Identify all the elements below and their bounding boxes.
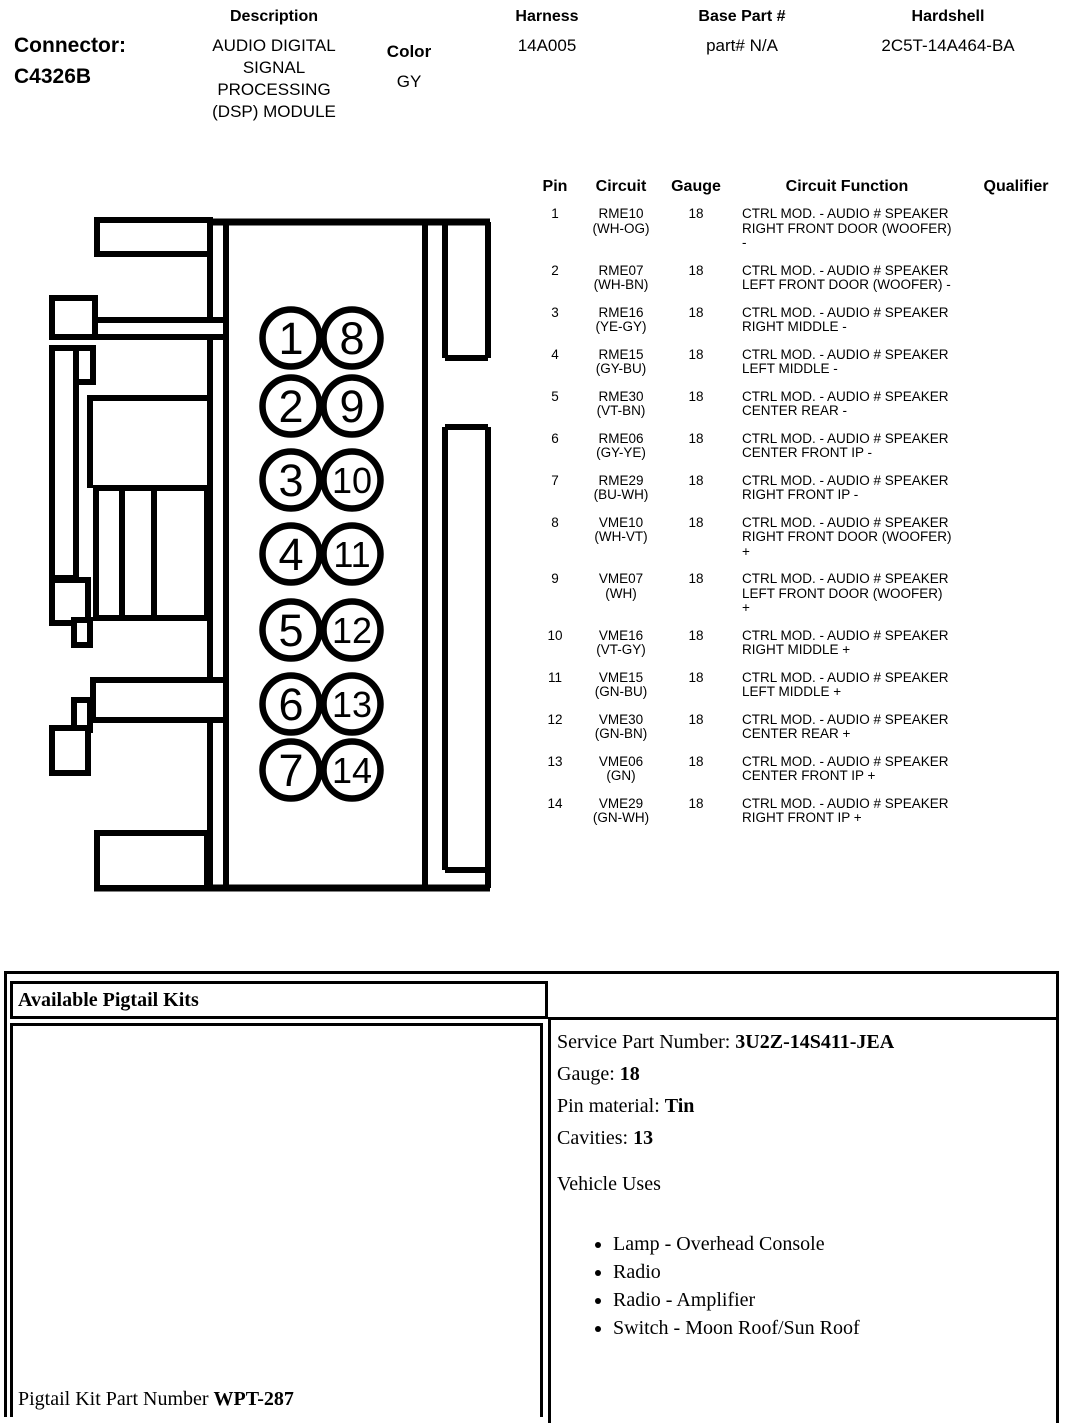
cavities-line: Cavities: 13 [557,1127,654,1149]
gauge-cell: 18 [688,206,704,221]
pigtail-kit-value: WPT-287 [213,1388,294,1410]
col-header-function: Circuit Function [785,178,909,195]
table-row [535,474,1066,516]
circuit-function-cell: CTRL MOD. - AUDIO # SPEAKER CENTER FRONT IP + [742,753,949,783]
circuit-function-cell: CTRL MOD. - AUDIO # SPEAKER CENTER REAR - [742,388,949,418]
qualifier-cell [952,797,1066,839]
circuit-cell: VME29 (GN-WH) [592,795,650,825]
connector-side-tabs [52,220,226,888]
color-label: Color [386,42,432,61]
harness-block [472,8,622,56]
pin-number-cell: 4 [551,346,559,362]
table-row [535,572,1066,629]
gauge-cell: 18 [688,430,704,446]
gauge-cell: 18 [688,571,704,586]
col-header-gauge: Gauge [671,178,721,195]
pin-cavity-12 [324,602,381,659]
circuit-function-cell: CTRL MOD. - AUDIO # SPEAKER LEFT MIDDLE + [742,669,949,699]
svg-text:7: 7 [278,745,304,796]
gauge-cell: 18 [688,669,704,685]
table-row [535,306,1066,348]
table-row [535,713,1066,755]
circuit-cell: VME30 (GN-BN) [594,711,648,741]
pin-number-cell: 6 [551,430,559,446]
circuit-cell: RME30 (VT-BN) [596,388,646,418]
table-row [535,671,1066,713]
table-row [535,390,1066,432]
svg-text:9: 9 [339,381,365,432]
svg-text:4: 4 [278,529,304,580]
gauge-cell: 18 [688,753,704,769]
table-row [535,207,1066,264]
vehicle-use-item: • Radio - Amplifier [613,1286,1056,1314]
circuit-function-cell: CTRL MOD. - AUDIO # SPEAKER RIGHT FRONT DOOR (WOOFER) - [742,206,952,250]
circuit-function-cell: CTRL MOD. - AUDIO # SPEAKER RIGHT FRONT DOOR (WOOFER) + [742,514,952,559]
pin-cavity-9 [324,378,381,435]
pin-cavity-10 [324,452,381,509]
svg-text:10: 10 [331,460,373,501]
circuit-function-cell: CTRL MOD. - AUDIO # SPEAKER CENTER REAR + [742,711,949,741]
pin-table-header-row [535,178,1066,207]
connector-label: Connector: [14,34,126,57]
base-part-value: part# N/A [706,36,778,55]
circuit-cell: RME06 (GY-YE) [596,430,646,460]
pin-table-body [535,207,1066,839]
qualifier-cell [952,572,1066,629]
pin-material-line: Pin material: Tin [557,1095,695,1117]
qualifier-cell [952,264,1066,306]
pin-cavity-7 [263,742,320,799]
circuit-cell: RME16 (YE-GY) [595,304,647,334]
color-block [359,42,459,92]
hardshell-value: 2C5T-14A464-BA [881,36,1015,55]
description-label: Description [229,8,318,25]
pin-cavity-2 [263,378,320,435]
qualifier-cell [952,348,1066,390]
hardshell-block [848,8,1048,56]
pin-table [535,178,1063,839]
qualifier-cell [952,516,1066,573]
service-part-box [548,1017,1059,1423]
pin-number-cell: 13 [547,753,563,769]
pigtail-kits-box [10,1023,543,1417]
pin-cavities [263,310,381,799]
pin-cavity-5 [263,602,320,659]
circuit-cell: VME07 (WH) [598,571,644,601]
svg-text:11: 11 [333,534,371,575]
gauge-cell: 18 [688,346,704,362]
pigtail-kits-title: Available Pigtail Kits [18,989,199,1011]
pin-number-cell: 9 [551,571,559,586]
svg-text:14: 14 [331,750,373,791]
vehicle-uses-list [587,1230,1056,1342]
qualifier-cell [952,629,1066,671]
qualifier-cell [952,207,1066,264]
qualifier-cell [952,474,1066,516]
gauge-cell: 18 [688,514,704,530]
svg-text:6: 6 [278,679,304,730]
pin-number-cell: 14 [547,795,563,811]
vehicle-uses-label: Vehicle Uses [557,1173,661,1195]
table-row [535,432,1066,474]
circuit-cell: VME06 (GN) [598,753,644,783]
qualifier-cell [952,755,1066,797]
table-row [535,755,1066,797]
table-row [535,629,1066,671]
circuit-function-cell: CTRL MOD. - AUDIO # SPEAKER LEFT FRONT DOOR (WOOFER) - [742,262,951,292]
connector-title [14,30,126,92]
gauge-line: Gauge: 18 [557,1063,640,1085]
svg-text:13: 13 [331,684,373,725]
circuit-cell: VME15 (GN-BU) [594,669,648,699]
col-header-circuit: Circuit [595,178,647,195]
svg-text:1: 1 [278,313,304,364]
pin-number-cell: 2 [551,262,559,278]
qualifier-cell [952,432,1066,474]
pin-cavity-14 [324,742,381,799]
qualifier-cell [952,671,1066,713]
qualifier-cell [952,306,1066,348]
pin-cavity-11 [324,526,381,583]
svg-text:5: 5 [278,605,304,656]
circuit-function-cell: CTRL MOD. - AUDIO # SPEAKER RIGHT FRONT IP - [742,472,949,502]
gauge-value: 18 [619,1063,640,1085]
pin-number-cell: 1 [551,206,559,221]
gauge-cell: 18 [688,262,704,278]
table-row [535,516,1066,573]
pin-cavity-1 [263,310,320,367]
pin-number-cell: 10 [547,627,563,643]
pin-number-cell: 5 [551,388,559,404]
connector-diagram [40,200,500,910]
color-value: GY [396,72,422,91]
gauge-cell: 18 [688,388,704,404]
gauge-cell: 18 [688,795,704,811]
svg-text:8: 8 [339,313,365,364]
circuit-cell: RME29 (BU-WH) [593,472,649,502]
table-row [535,348,1066,390]
pin-cavity-8 [324,310,381,367]
circuit-function-cell: CTRL MOD. - AUDIO # SPEAKER RIGHT MIDDLE - [742,304,949,334]
pin-cavity-13 [324,676,381,733]
circuit-function-cell: CTRL MOD. - AUDIO # SPEAKER LEFT FRONT DOOR (WOOFER) + [742,571,949,615]
gauge-cell: 18 [688,472,704,488]
circuit-function-cell: CTRL MOD. - AUDIO # SPEAKER LEFT MIDDLE - [742,346,949,376]
cavities-value: 13 [633,1127,654,1149]
qualifier-cell [952,390,1066,432]
col-header-pin: Pin [542,178,568,195]
gauge-cell: 18 [688,304,704,320]
circuit-cell: RME10 (WH-OG) [592,206,650,236]
pin-cavity-3 [263,452,320,509]
pin-cavity-4 [263,526,320,583]
pin-number-cell: 12 [547,711,563,727]
description-value: AUDIO DIGITAL SIGNAL PROCESSING (DSP) MODULE [212,36,336,121]
circuit-cell: VME16 (VT-GY) [596,627,646,657]
pin-number-cell: 3 [551,304,559,320]
base-part-block [667,8,817,56]
circuit-function-cell: CTRL MOD. - AUDIO # SPEAKER RIGHT MIDDLE + [742,627,949,657]
pin-number-cell: 8 [551,514,559,530]
pigtail-kit-part-number: Pigtail Kit Part Number WPT-287 [18,1388,294,1410]
service-part-value: 3U2Z-14S411-JEA [735,1031,895,1053]
gauge-cell: 18 [688,711,704,727]
svg-text:12: 12 [331,610,373,651]
svg-text:3: 3 [278,455,304,506]
table-row [535,264,1066,306]
pin-number-cell: 7 [551,472,559,488]
circuit-cell: RME07 (WH-BN) [593,262,649,292]
circuit-function-cell: CTRL MOD. - AUDIO # SPEAKER RIGHT FRONT IP + [742,795,949,825]
svg-text:2: 2 [278,381,304,432]
table-row [535,797,1066,839]
vehicle-use-item: • Lamp - Overhead Console [613,1230,1056,1258]
circuit-cell: RME15 (GY-BU) [595,346,647,376]
harness-value: 14A005 [517,36,577,55]
circuit-cell: VME10 (WH-VT) [594,514,648,544]
col-header-qualifier: Qualifier [983,178,1049,195]
base-part-label: Base Part # [698,8,786,25]
pin-number-cell: 11 [547,669,562,685]
circuit-function-cell: CTRL MOD. - AUDIO # SPEAKER CENTER FRONT IP - [742,430,949,460]
hardshell-label: Hardshell [911,8,985,25]
qualifier-cell [952,713,1066,755]
pigtail-kits-header [10,981,548,1019]
connector-id: C4326B [14,65,92,88]
service-part-number-line: Service Part Number: 3U2Z-14S411-JEA [557,1031,895,1053]
vehicle-use-item: • Switch - Moon Roof/Sun Roof [613,1314,1056,1342]
pin-cavity-6 [263,676,320,733]
vehicle-use-item: • Radio [613,1258,1056,1286]
gauge-cell: 18 [688,627,704,643]
harness-label: Harness [515,8,579,25]
pin-material-value: Tin [664,1095,695,1117]
description-block [183,8,365,123]
